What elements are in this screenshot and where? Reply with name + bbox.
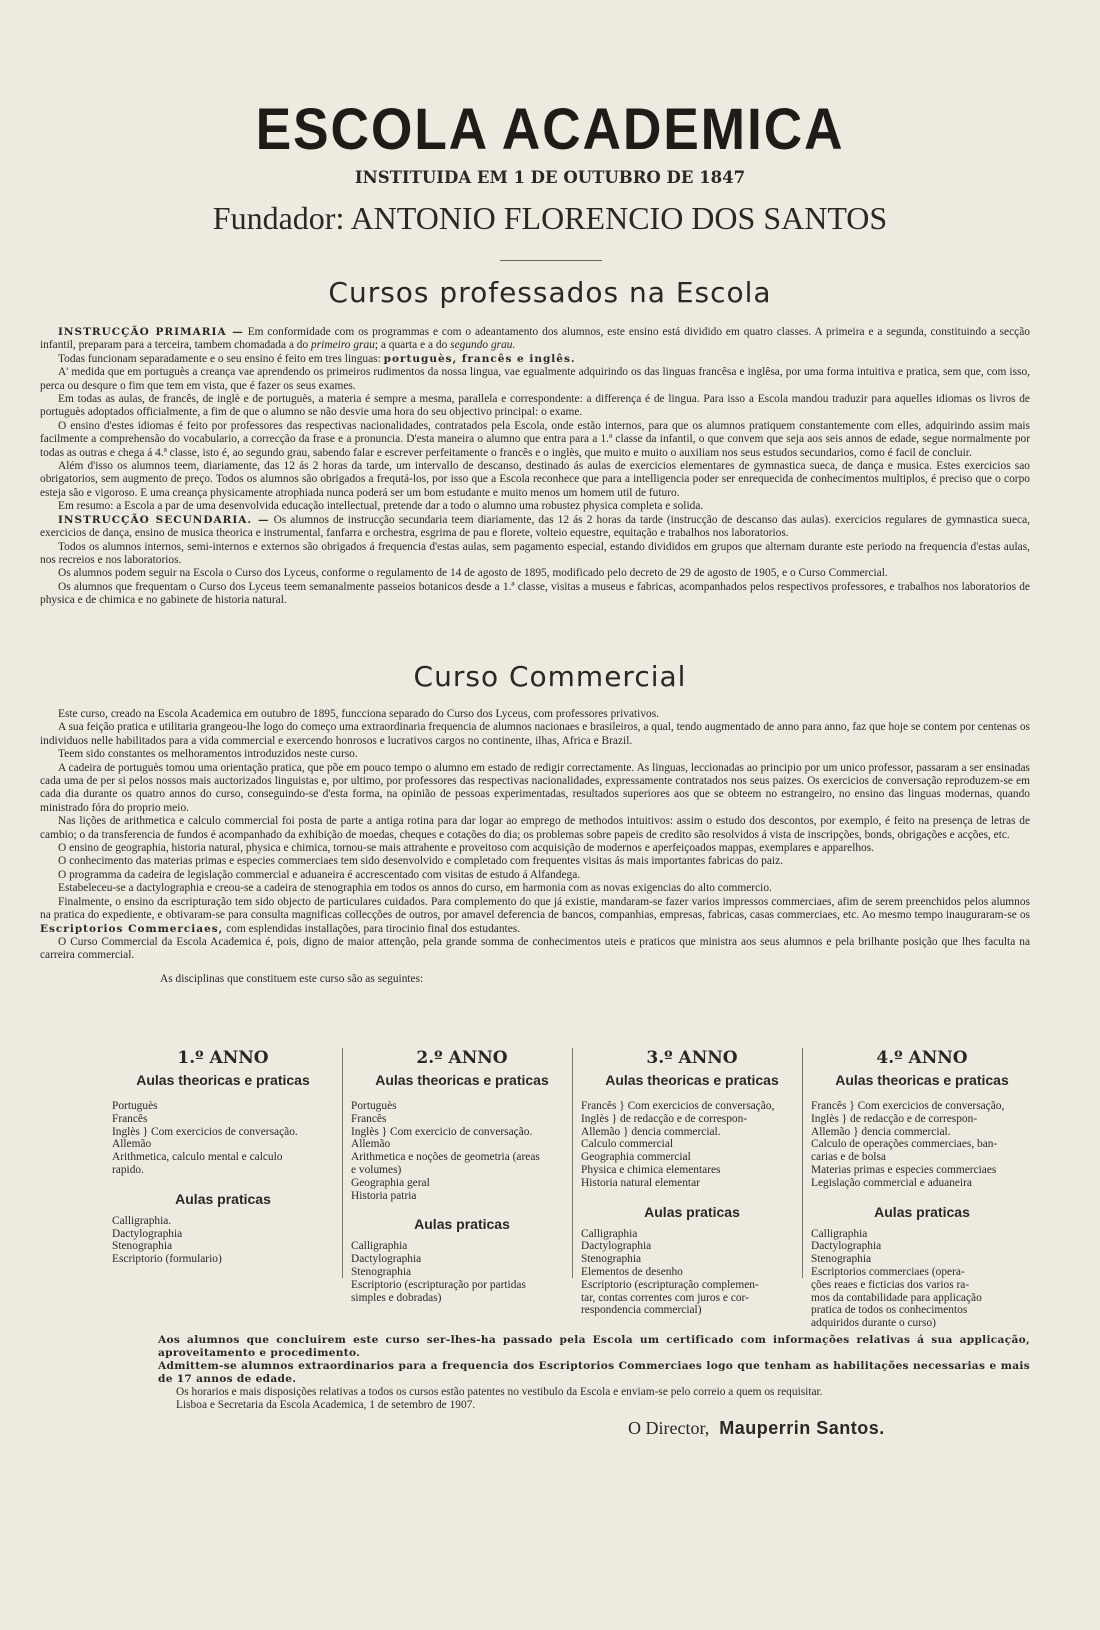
course-subject: pratica de todos os conhecimentos	[811, 1304, 968, 1317]
course-subject: Stenographia	[581, 1253, 642, 1266]
course-subject: simples e dobradas)	[351, 1291, 442, 1304]
paragraph: Além d'isso os alumnos teem, diariamente, das 12 ás 2 horas da tarde, um intervallo de descanso, destinado ás aulas de exercicios elementares de gymnastica sueca, de dança e musica. Estes exercicios sao obrigatorios, sem augmento de preço. Todos os alumnos são obrigados a frequtá-los, por isso que a Escola reconhece que para a intelligencia poder ser enrequecida de conhecimentos multiplos, é preciso que o corpo esteja são e vigoroso. E uma creança physicamente atrophiada nunca poderá ser um bom estudante e muito menos um homem util de futuro.	[40, 460, 1030, 499]
certificate-note: Aos alumnos que concluirem este curso ser-lhes-ha passado pela Escola um certificado com informações relativas á sua applicação, aproveitamento e procedimento.	[158, 1334, 1030, 1359]
paragraph: Finalmente, o ensino da escripturação tem sido objecto de particulares cuidados. Para complemento do que já existie, mandaram-se fazer varios impressos commerciaes, afim de serem preenchidos pelos alumnos na pratica do expediente, e obtivaram-se para consulta magnificas collecções de outros, por amavel deferencia de bancos, companhias, empresas, fabricas, casas commerciaes, etc. Ao mesmo tempo inauguraram-se os Escriptorios Commerciaes, com esplendidas installações, para tirocinio final dos estudantes.	[40, 895, 1030, 935]
practice-list	[811, 1228, 1033, 1330]
paragraph: Os alumnos podem seguir na Escola o Curso dos Lyceus, conforme o regulamento de 14 de agosto de 1895, modificado pelo decreto de 29 de agosto de 1905, e o Curso Commercial.	[58, 567, 888, 580]
course-subject: Escriptorios commerciaes (opera-	[811, 1265, 965, 1278]
course-subject: Calculo de operações commerciaes, ban-	[811, 1138, 998, 1151]
theory-heading: Aulas theoricas e praticas	[375, 1072, 549, 1088]
footer-notes	[158, 1334, 1030, 1413]
cursos-section	[40, 326, 1030, 608]
paragraph: O programma da cadeira de legislação commercial e aduaneira é accrescentado com visitas de estudo á Alfandega.	[58, 868, 581, 881]
course-subject: Dactylographia	[811, 1240, 882, 1253]
section-label: INSTRUCÇÃO PRIMARIA —	[58, 326, 244, 338]
paragraph: Nas lições de arithmetica e calculo commercial foi posta de parte a antiga rotina para dar logar ao emprego de methodos intuitivos: assim o estudo dos descontos, por exemplo, é feito na presença de letras de cambio; o da transferencia de fundos é acompanhado da exhibição de moedas, cheques e cotações do dia; os problemas sobre papeis de credito são resolvidos á vista de inscripções, bonds, obrigações e acções, etc.	[40, 815, 1030, 841]
paragraph: Em resumo: a Escola a par de uma desenvolvida educação intellectual, pretende dar a todo o alumno uma robustez physica completa e solida.	[58, 500, 704, 513]
paragraph: A cadeira de portuguès tomou uma orientação pratica, que põe em pouco tempo o alumno em estado de redigir correctamente. As linguas, leccionadas ao principio por um unico professor, passaram a ser ensinadas cada uma de per si pelos nossos mais auctorizados linguistas e, por ultimo, por professores das respectivas nacionalidades, expressamente contratados nos seus paizes. Os exercicios de conversação reproduzem-se em cada dia durante os quatro annos do curso, conseguindo-se d'esta forma, na opinião de pessoas experimentadas, resultados superiores aos que se obteem no estrangeiro, no ensino das linguas modernas, quando ministrado fóra do proprio meio.	[40, 761, 1030, 814]
divider	[500, 260, 602, 261]
course-subject: adquiridos durante o curso)	[811, 1317, 936, 1330]
course-subject: Inglès } Com exercicio de conversação.	[351, 1125, 533, 1138]
course-subject: Dactylographia	[112, 1227, 183, 1240]
course-subject: Escriptorio (escripturação por partidas	[351, 1278, 526, 1291]
paragraph: Estabeleceu-se a dactylographia e creou-se a cadeira de stenographia em todos os annos do curso, em harmonia com as novas exigencias do alto commercio.	[58, 882, 772, 895]
theory-heading: Aulas theoricas e praticas	[605, 1072, 779, 1088]
course-subject: ções reaes e ficticias dos varios ra-	[811, 1278, 970, 1291]
paragraph: As disciplinas que constituem este curso são as seguintes:	[160, 972, 424, 985]
paragraph: Este curso, creado na Escola Academica em outubro de 1895, funcciona separado do Curso dos Lyceus, com professores privativos.	[58, 708, 659, 720]
course-subject: e volumes)	[351, 1163, 402, 1176]
paragraph: INSTRUCÇÃO SECUNDARIA. — Os alumnos de instrucção secundaria teem diariamente, das 12 ás 2 horas da tarde (instrucção de descanso das aulas). exercicios regulares de gymnastica sueca, exercicios de dança, ensino de musica theorica e instrumental, fanfarra e orchestra, esgrima de pau e florete, volteio equestre, equitação e trabalhos nos laboratorios.	[40, 513, 1030, 540]
practice-heading: Aulas praticas	[175, 1190, 271, 1207]
course-subject: rapido.	[112, 1163, 144, 1176]
course-subject: Inglès } Com exercicios de conversação.	[112, 1125, 298, 1138]
commercial-section	[40, 708, 1030, 986]
signature-label: O Director,	[628, 1418, 710, 1438]
course-subject: Geographia geral	[351, 1176, 430, 1189]
course-subject: Elementos de desenho	[581, 1265, 683, 1278]
course-subject: Francês	[351, 1112, 387, 1125]
signature	[628, 1418, 885, 1439]
year-column-3	[572, 1048, 803, 1317]
theory-list	[351, 1100, 573, 1202]
course-subject: Stenographia	[112, 1240, 173, 1253]
practice-list	[351, 1240, 573, 1304]
course-subject: Allemão	[351, 1138, 391, 1151]
paragraph: A sua feição pratica e utilitaria grangeou-lhe logo do começo uma extraordinaria frequencia de alumnos nacionaes e brasileiros, a qual, tendo augmentado de anno para anno, faz que hoje se contem por centenas os individuos nelle habilitados para a vida commercial e exercendo honrosos e lucrativos cargos no continente, ilhas, Africa e Brazil.	[40, 721, 1030, 747]
course-subject: Stenographia	[811, 1253, 872, 1266]
paragraph: INSTRUCÇÃO PRIMARIA — Em conformidade com os programmas e com o adeantamento dos alumnos, este ensino está dividido em quatro classes. A primeira e a segunda, constituindo a secção infantil, preparam para a terceira, tambem chomadada a do primeiro grau; a quarta e a do segundo grau.	[40, 326, 1030, 352]
paragraph: O ensino d'estes idiomas é feito por professores das respectivas nacionalidades, contratados pela Escola, onde estão internos, para que os alumnos pratiquem constantemente com elles, adquirindo assim mais facilmente a comprehensão do vocabulario, a correcção da frase e a pronuncia. D'esta maneira o alumno que entra para a 1.ª classe da infantil, o que convem que seja aos seis annos de edade, segue normalmente por todas as outras e chega á 4.ª classe, isto é, ao segundo grau, sabendo falar e escrever perfeitamente o francês e o inglès, que muito e muito o auxiliam nos seus estudos secundarios, como é facil de concluir.	[40, 419, 1030, 459]
course-subject: Calligraphia.	[112, 1214, 172, 1227]
year-title: 3.º ANNO	[646, 1048, 738, 1068]
theory-list	[581, 1100, 803, 1190]
course-subject: Inglès } de redacção e de correspon-	[811, 1112, 978, 1125]
date-line: Lisboa e Secretaria da Escola Academica, 1 de setembro de 1907.	[176, 1399, 476, 1412]
course-subject: Calligraphia	[581, 1227, 638, 1240]
practice-heading: Aulas praticas	[644, 1203, 740, 1220]
course-subject: Calligraphia	[811, 1227, 868, 1240]
course-subject: Escriptorio (escripturação complemen-	[581, 1278, 759, 1291]
course-subject: Historia patria	[351, 1189, 417, 1202]
paragraph: Em todas as aulas, de francês, de inglè e de portuguès, a materia é sempre a mesma, parallela e correspondente: a differença é de lingua. Para isso a Escola mandou traduzir para aquelles idiomas os livros de portuguès adoptados officialmente, a fim de que o alumno se não desvie uma hora do seu objectivo principal: o exame.	[40, 393, 1030, 419]
course-subject: Francês } Com exercicios de conversação,	[811, 1100, 1005, 1112]
course-subject: Allemão } dencia commercial.	[811, 1125, 951, 1138]
course-subject: mos da contabilidade para applicação	[811, 1291, 982, 1304]
paragraph: A' medida que em portuguès a creança vae aprendendo os primeiros rudimentos da nossa lingua, vae egualmente adquirindo os das linguas francêsa e inglêsa, por uma forma intuitiva e pratica, sem que, com isso, perca ou desqure o fim que tem em vista, que é fazer os seus exames.	[40, 366, 1030, 392]
commercial-heading: Curso Commercial	[413, 660, 687, 693]
course-subject: Stenographia	[351, 1265, 412, 1278]
year-title: 1.º ANNO	[177, 1048, 269, 1068]
paragraph: Todos os alumnos internos, semi-internos e externos são obrigados á frequencia d'estas aulas, sem pagamento especial, estando divididos em grupos que alternam durante este periodo na frequencia d'estas aulas, nos recreios e nos laboratorios.	[40, 540, 1030, 566]
course-subject: Historia natural elementar	[581, 1176, 700, 1189]
practice-list	[112, 1215, 334, 1266]
practice-heading: Aulas praticas	[414, 1216, 510, 1233]
practice-list	[581, 1228, 803, 1318]
course-subject: Allemão } dencia commercial.	[581, 1125, 721, 1138]
course-years	[112, 1048, 1030, 1330]
paragraph: Teem sido constantes os melhoramentos introduzidos neste curso.	[58, 748, 358, 761]
paragraph: O ensino de geographia, historia natural, physica e chimica, tornou-se mais attrahente e proveitoso com acquisição de modernos e aperfeiçoados mappas, exemplares e apparelhos.	[58, 842, 875, 855]
course-subject: Materias primas e especies commerciaes	[811, 1163, 997, 1176]
paragraph: O Curso Commercial da Escola Academica é, pois, digno de maior attenção, pela grande somma de conhecimentos uteis e praticos que ministra aos seus alumnos e pela brilhante posição que lhes faculta na carreira commercial.	[40, 935, 1030, 962]
course-subject: Escriptorio (formulario)	[112, 1253, 222, 1266]
course-subject: Allemão	[112, 1138, 152, 1151]
paragraph: Os alumnos que frequentam o Curso dos Lyceus teem semanalmente passeios botanicos desde a 1.ª classe, visitas a museus e fabricas, acompanhados pelos respectivos professores, e trabalhos nos laboratorios de physica e de chimica e no gabinete de historia natural.	[40, 580, 1030, 607]
paragraph: Todas funcionam separadamente e o seu ensino é feito em tres linguas: portuguès, francês e inglês.	[58, 352, 576, 365]
course-subject: Dactylographia	[351, 1253, 422, 1266]
course-subject: Portuguès	[351, 1100, 397, 1112]
practice-heading: Aulas praticas	[874, 1203, 970, 1220]
course-subject: Inglès } de redacção e de correspon-	[581, 1112, 748, 1125]
paragraph: O conhecimento das materias primas e especies commerciaes tem sido desenvolvido e completado com frequentes visitas ás mais importantes fabricas do paiz.	[58, 855, 783, 868]
section-label: INSTRUCÇÃO SECUNDARIA. —	[58, 513, 270, 526]
director-name: Mauperrin Santos.	[719, 1418, 885, 1438]
page-title: ESCOLA ACADEMICA	[255, 97, 845, 162]
course-subject: Portuguès	[112, 1100, 158, 1112]
founding-date: INSTITUIDA EM 1 DE OUTUBRO DE 1847	[354, 168, 746, 187]
course-subject: carias e de bolsa	[811, 1151, 886, 1164]
course-subject: Calligraphia	[351, 1240, 408, 1253]
theory-list	[112, 1100, 334, 1177]
course-subject: Physica e chimica elementares	[581, 1163, 721, 1176]
theory-heading: Aulas theoricas e praticas	[136, 1072, 310, 1088]
founder-line: Fundador: ANTONIO FLORENCIO DOS SANTOS	[212, 200, 888, 236]
course-subject: Legislação commercial e aduaneira	[811, 1176, 972, 1189]
course-subject: Dactylographia	[581, 1240, 652, 1253]
year-title: 4.º ANNO	[876, 1048, 968, 1068]
theory-heading: Aulas theoricas e praticas	[835, 1072, 1009, 1088]
year-column-4	[802, 1048, 1033, 1330]
schedule-note: Os horarios e mais disposições relativas a todos os cursos estão patentes no vestibulo da Escola e enviam-se pelo correio a quem os requisitar.	[176, 1386, 823, 1398]
course-subject: respondencia commercial)	[581, 1304, 702, 1317]
year-column-2	[342, 1048, 573, 1304]
course-subject: Geographia commercial	[581, 1151, 691, 1164]
theory-list	[811, 1100, 1033, 1190]
cursos-heading: Cursos professados na Escola	[328, 276, 772, 309]
course-subject: tar, contas correntes com juros e cor-	[581, 1291, 749, 1304]
course-subject: Francês	[112, 1112, 148, 1125]
course-subject: Calculo commercial	[581, 1138, 674, 1151]
admission-note: Admittem-se alumnos extraordinarios para a frequencia dos Escriptorios Commerciaes logo que tenham as habilitações necessarias e mais de 17 annos de edade.	[158, 1360, 1030, 1385]
year-column-1	[112, 1048, 334, 1278]
year-title: 2.º ANNO	[416, 1048, 508, 1068]
course-subject: Francês } Com exercicios de conversação,	[581, 1100, 775, 1112]
course-subject: Arithmetica e noções de geometria (areas	[351, 1151, 540, 1164]
course-subject: Arithmetica, calculo mental e calculo	[112, 1151, 283, 1164]
